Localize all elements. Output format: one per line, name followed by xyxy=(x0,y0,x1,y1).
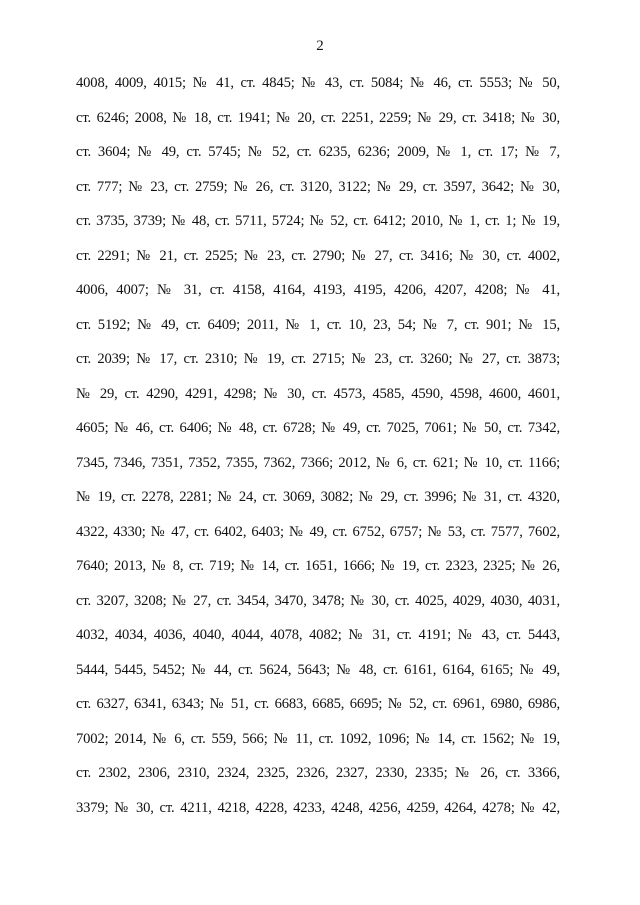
text-line: 4605; № 46, ст. 6406; № 48, ст. 6728; № 49, ст. 7025, 7061; № 50, ст. 7342, xyxy=(76,420,560,436)
text-line: ст. 3207, 3208; № 27, ст. 3454, 3470, 3478; № 30, ст. 4025, 4029, 4030, 4031, xyxy=(76,592,560,609)
text-line: 7002; 2014, № 6, ст. 559, 566; № 11, ст. 1092, 1096; № 14, ст. 1562; № 19, xyxy=(76,730,560,747)
text-line: ст. 3604; № 49, ст. 5745; № 52, ст. 6235, 6236; 2009, № 1, ст. 17; № 7, xyxy=(76,144,560,160)
text-line: ст. 2039; № 17, ст. 2310; № 19, ст. 2715; № 23, ст. 3260; № 27, ст. 3873; xyxy=(76,351,560,367)
text-line: 4006, 4007; № 31, ст. 4158, 4164, 4193, 4195, 4206, 4207, 4208; № 41, xyxy=(76,282,560,298)
text-line: ст. 2291; № 21, ст. 2525; № 23, ст. 2790; № 27, ст. 3416; № 30, ст. 4002, xyxy=(76,247,560,264)
text-line: 7345, 7346, 7351, 7352, 7355, 7362, 7366; 2012, № 6, ст. 621; № 10, ст. 1166; xyxy=(76,454,560,471)
text-line: 4008, 4009, 4015; № 41, ст. 4845; № 43, ст. 5084; № 46, ст. 5553; № 50, xyxy=(76,75,560,91)
page-number: 2 xyxy=(316,38,324,54)
text-line: № 19, ст. 2278, 2281; № 24, ст. 3069, 3082; № 29, ст. 3996; № 31, ст. 4320, xyxy=(76,489,560,505)
text-line: 7640; 2013, № 8, ст. 719; № 14, ст. 1651, 1666; № 19, ст. 2323, 2325; № 26, xyxy=(76,558,560,574)
text-line: № 29, ст. 4290, 4291, 4298; № 30, ст. 4573, 4585, 4590, 4598, 4600, 4601, xyxy=(76,385,560,402)
text-line: 3379; № 30, ст. 4211, 4218, 4228, 4233, 4248, 4256, 4259, 4264, 4278; № 42, xyxy=(76,799,560,816)
text-line: 5444, 5445, 5452; № 44, ст. 5624, 5643; № 48, ст. 6161, 6164, 6165; № 49, xyxy=(76,661,560,678)
text-line: ст. 2302, 2306, 2310, 2324, 2325, 2326, 2327, 2330, 2335; № 26, ст. 3366, xyxy=(76,765,560,781)
text-line: ст. 5192; № 49, ст. 6409; 2011, № 1, ст. 10, 23, 54; № 7, ст. 901; № 15, xyxy=(76,316,560,333)
text-line: 4322, 4330; № 47, ст. 6402, 6403; № 49, ст. 6752, 6757; № 53, ст. 7577, 7602, xyxy=(76,523,560,540)
document-text-body xyxy=(76,73,560,832)
text-line: ст. 3735, 3739; № 48, ст. 5711, 5724; № 52, ст. 6412; 2010, № 1, ст. 1; № 19, xyxy=(76,213,560,229)
text-line: ст. 6246; 2008, № 18, ст. 1941; № 20, ст. 2251, 2259; № 29, ст. 3418; № 30, xyxy=(76,109,560,126)
text-line: ст. 6327, 6341, 6343; № 51, ст. 6683, 6685, 6695; № 52, ст. 6961, 6980, 6986, xyxy=(76,696,560,712)
text-line: ст. 777; № 23, ст. 2759; № 26, ст. 3120, 3122; № 29, ст. 3597, 3642; № 30, xyxy=(76,178,560,195)
text-line: 4032, 4034, 4036, 4040, 4044, 4078, 4082; № 31, ст. 4191; № 43, ст. 5443, xyxy=(76,627,560,643)
